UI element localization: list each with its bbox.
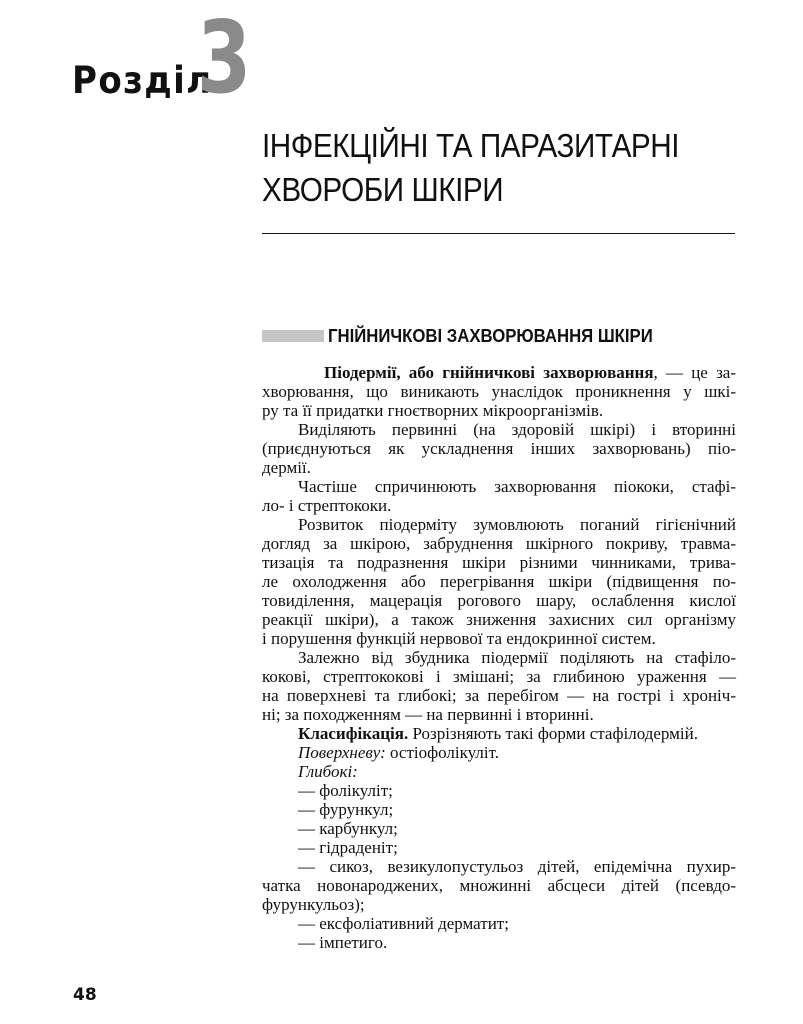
list-item: — фолікуліт; (298, 781, 393, 800)
text-fragment: , — це за- (653, 363, 736, 382)
text-line: Частіше спричинюють захворювання піококи, стафі- (298, 477, 736, 496)
list-item: — гідраденіт; (298, 838, 398, 857)
text-line: кокові, стрептококові і змішані; за глибиною ураження — (262, 667, 736, 686)
text-line: дермії. (262, 458, 311, 477)
chapter-label: Розділ (72, 59, 213, 102)
text-line: Залежно від збудника піодермії поділяють на стафіло- (298, 648, 736, 667)
text-line: догляд за шкірою, забруднення шкірного покриву, травма- (262, 534, 736, 553)
text-line: реакції шкіри), а також зниження захисних сил організму (262, 610, 736, 629)
page-number: 48 (73, 985, 97, 1005)
bold-term: Класифікація. (298, 724, 409, 743)
text-line: (приєднуються як ускладнення інших захворювань) піо- (262, 439, 736, 458)
text-fragment: остіофолікуліт. (385, 743, 499, 762)
text-line: ні; за походженням — на первинні і вторинні. (262, 705, 594, 724)
text-line: Розвиток піодерміту зумовлюють поганий гігієнічний (298, 515, 736, 534)
bold-term: Піодермії, або гнійничкові захворювання (324, 363, 654, 382)
list-item: — імпетиго. (298, 933, 388, 952)
chapter-header (72, 0, 312, 116)
text-line: на поверхневі та глибокі; за перебігом — на гострі і хроніч- (262, 686, 736, 705)
text-line: ло- і стрептококи. (262, 496, 392, 515)
text-line: ру та її придатки гноєтворних мікроорганізмів. (262, 401, 604, 420)
chapter-title-line: ХВОРОБИ ШКІРИ (262, 171, 504, 208)
text-line: товиділення, мацерація рогового шару, ослаблення кислої (262, 591, 736, 610)
text-line (262, 724, 736, 743)
list-item: — сикоз, везикулопустульоз дітей, епідемічна пухир- (298, 857, 736, 876)
section-title: ГНІЙНИЧКОВІ ЗАХВОРЮВАННЯ ШКІРИ (328, 326, 653, 346)
text-fragment: Розрізняють такі форми стафілодермій. (408, 724, 698, 743)
section-heading (262, 324, 742, 348)
text-line: тизація та подразнення шкіри різними чинниками, трива- (262, 553, 736, 572)
text-line (262, 743, 736, 762)
list-item: — ексфоліативний дерматит; (298, 914, 509, 933)
text-line: Виділяють первинні (на здоровій шкірі) і вторинні (298, 420, 736, 439)
list-item-continuation: чатка новонароджених, множинні абсцеси дітей (псевдо- (262, 876, 736, 895)
italic-term: Глибокі: (298, 762, 358, 781)
text-line: хворювання, що виникають унаслідок проникнення у шкі- (262, 382, 736, 401)
italic-term: Поверхневу: (298, 743, 386, 762)
list-item: — фурункул; (298, 800, 394, 819)
title-divider (262, 233, 735, 234)
text-line: ле охолодження або перегрівання шкіри (підвищення по- (262, 572, 736, 591)
list-item-continuation: фурункульоз); (262, 895, 365, 914)
chapter-title (262, 124, 742, 212)
text-line (262, 762, 736, 781)
body-text (262, 363, 736, 952)
chapter-number: 3 (197, 0, 252, 116)
chapter-title-line: ІНФЕКЦІЙНІ ТА ПАРАЗИТАРНІ (262, 127, 680, 164)
section-marker-bar (262, 330, 324, 342)
list-item: — карбункул; (298, 819, 398, 838)
text-line: і порушення функцій нервової та ендокринної систем. (262, 629, 656, 648)
text-line (262, 363, 736, 382)
